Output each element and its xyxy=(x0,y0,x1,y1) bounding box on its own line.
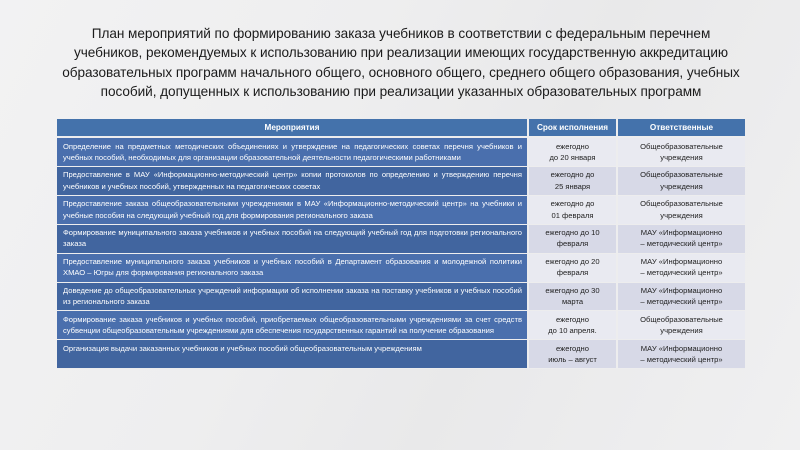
cell-responsible-line: – методический центр» xyxy=(640,268,723,278)
cell-term-line: ежегодно xyxy=(556,314,589,324)
cell-term-line: ежегодно до xyxy=(550,199,595,209)
cell-responsible-line: МАУ «Информационно xyxy=(640,228,723,238)
cell-term-line: ежегодно до 30 xyxy=(545,286,600,296)
cell-term-line: до 20 января xyxy=(549,152,596,162)
cell-event: Доведение до общеобразовательных учреждений информации об исполнении заказа на поставку учебников и учебных пособий из регионального заказа xyxy=(57,283,529,312)
cell-event: Организация выдачи заказанных учебников и учебных пособий общеобразовательным учреждениям xyxy=(57,340,529,369)
column-header-events: Мероприятия xyxy=(57,119,529,138)
table-header-row xyxy=(57,119,745,138)
table-row xyxy=(57,340,745,369)
cell-event: Предоставление муниципального заказа учебников и учебных пособий в Департамент образования и молодежной политики ХМАО – Югры для формирования регионального заказа xyxy=(57,254,529,283)
plan-table xyxy=(57,119,745,369)
cell-responsible xyxy=(618,196,745,225)
cell-term-line: ежегодно до 10 xyxy=(545,228,600,238)
cell-term xyxy=(529,283,618,312)
cell-term xyxy=(529,167,618,196)
cell-event: Формирование муниципального заказа учебников и учебных пособий на следующий учебный год для подготовки регионального заказа xyxy=(57,225,529,254)
cell-responsible xyxy=(618,283,745,312)
table-row xyxy=(57,138,745,167)
cell-responsible-line: Общеобразовательные xyxy=(640,170,723,180)
cell-responsible xyxy=(618,311,745,340)
cell-term xyxy=(529,138,618,167)
cell-responsible-line: учреждения xyxy=(660,326,703,336)
cell-event: Формирование заказа учебников и учебных пособий, приобретаемых общеобразовательными учреждениями за счет средств субвенции общеобразовательным учреждениями для обеспечения государственных гарантий на получение образования xyxy=(57,311,529,340)
cell-term xyxy=(529,225,618,254)
cell-term-line: до 10 апреля. xyxy=(548,326,597,336)
table-header xyxy=(57,119,745,138)
cell-responsible-line: Общеобразовательные xyxy=(640,199,723,209)
table-row xyxy=(57,311,745,340)
cell-term-line: ежегодно до 20 xyxy=(545,257,600,267)
cell-term xyxy=(529,254,618,283)
cell-term xyxy=(529,340,618,369)
table-row xyxy=(57,167,745,196)
cell-responsible-line: МАУ «Информационно xyxy=(640,286,723,296)
table-row xyxy=(57,283,745,312)
cell-term xyxy=(529,196,618,225)
cell-term-line: 01 февраля xyxy=(551,210,594,220)
cell-term-line: ежегодно xyxy=(556,141,589,151)
cell-responsible-line: – методический центр» xyxy=(640,355,723,365)
page-title: План мероприятий по формированию заказа учебников в соответствии с федеральным перечнем учебников, рекомендуемых к использованию при реализации имеющих государственную аккредитацию образовательных программ начального общего, основного общего, среднего общего образования, учебных пособий, допущенных к использованию при реализации указанных образовательных программ xyxy=(62,26,744,100)
cell-responsible xyxy=(618,167,745,196)
cell-term-line: ежегодно xyxy=(556,343,589,353)
cell-responsible-line: – методический центр» xyxy=(640,297,723,307)
column-header-term: Срок исполнения xyxy=(529,119,618,138)
cell-responsible-line: – методический центр» xyxy=(640,239,723,249)
cell-term-line: июль – август xyxy=(548,355,597,365)
cell-responsible-line: Общеобразовательные xyxy=(640,141,723,151)
cell-responsible xyxy=(618,225,745,254)
cell-responsible xyxy=(618,340,745,369)
cell-event: Определение на предметных методических объединениях и утверждение на педагогических советах перечня учебников и учебных пособий, необходимых для организации образовательной деятельности педагогическими работниками xyxy=(57,138,529,167)
slide-title-block xyxy=(56,24,746,102)
plan-table-container xyxy=(57,119,745,369)
table-row xyxy=(57,196,745,225)
cell-responsible-line: учреждения xyxy=(660,210,703,220)
cell-responsible-line: учреждения xyxy=(660,181,703,191)
cell-event: Предоставление заказа общеобразовательными учреждениями в МАУ «Информационно-методический центр» на учебники и учебные пособия на следующий учебный год для формирования регионального заказа xyxy=(57,196,529,225)
cell-term-line: ежегодно до xyxy=(550,170,595,180)
cell-event: Предоставление в МАУ «Информационно-методический центр» копии протоколов по определению и утверждению перечня учебников и учебных пособий, утвержденных на педагогических советах xyxy=(57,167,529,196)
cell-responsible xyxy=(618,138,745,167)
table-row xyxy=(57,225,745,254)
cell-responsible-line: МАУ «Информационно xyxy=(640,257,723,267)
cell-term xyxy=(529,311,618,340)
cell-responsible xyxy=(618,254,745,283)
cell-term-line: февраля xyxy=(556,239,589,249)
cell-responsible-line: учреждения xyxy=(660,152,703,162)
cell-term-line: марта xyxy=(561,297,584,307)
table-body xyxy=(57,138,745,369)
cell-responsible-line: МАУ «Информационно xyxy=(640,343,723,353)
cell-term-line: 25 января xyxy=(554,181,591,191)
column-header-responsible: Ответственные xyxy=(618,119,745,138)
cell-term-line: февраля xyxy=(556,268,589,278)
table-row xyxy=(57,254,745,283)
cell-responsible-line: Общеобразовательные xyxy=(640,314,723,324)
